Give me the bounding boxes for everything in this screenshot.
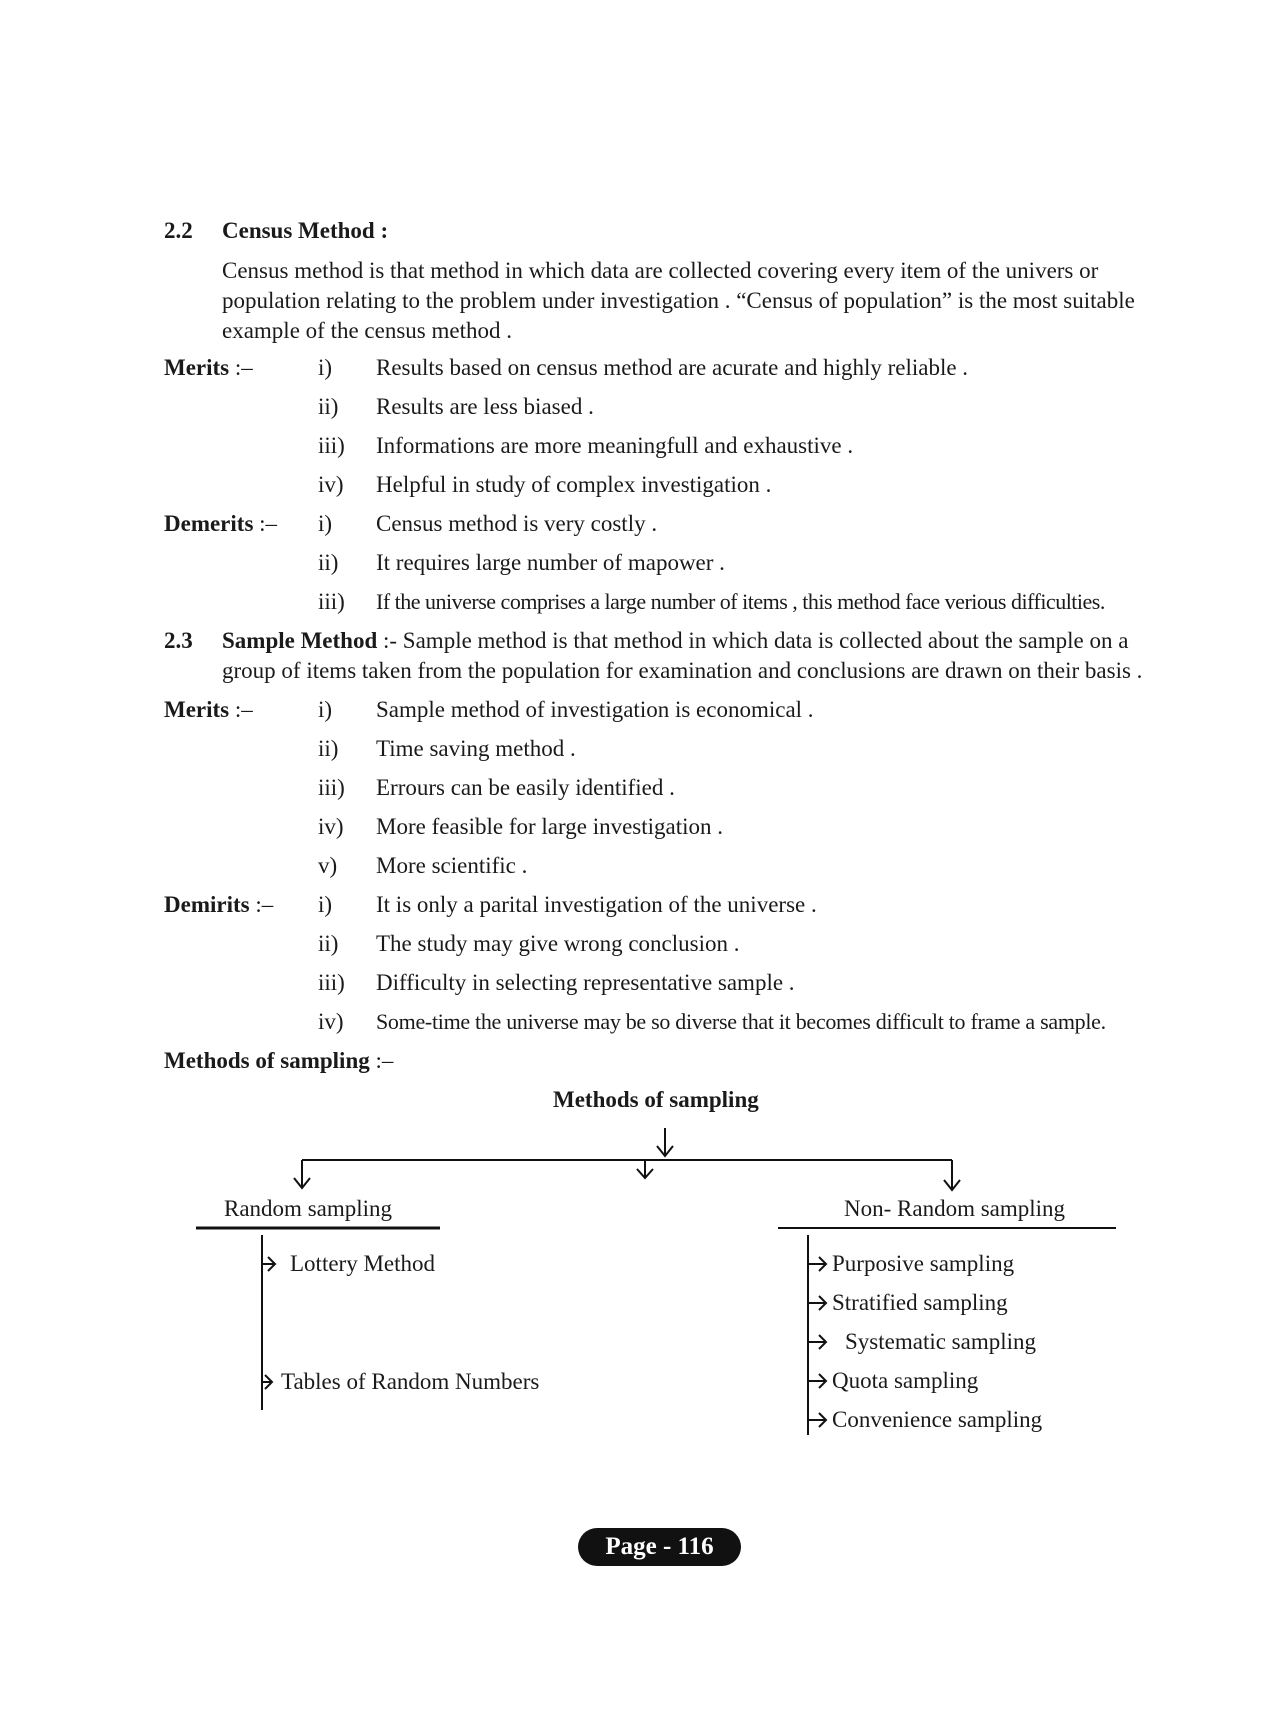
census-merit-num: iv) — [318, 472, 344, 497]
sample-merit-item: More feasible for large investigation . — [376, 814, 724, 839]
section-title-census-method: Census Method : — [222, 218, 389, 243]
random-sampling-label: Random sampling — [224, 1196, 393, 1221]
sample-merit-num: iv) — [318, 814, 344, 839]
census-merit-item: Results based on census method are acurate and highly reliable . — [376, 355, 969, 380]
sample-merits-label-text: Merits — [164, 697, 230, 722]
section-number-2-2: 2.2 — [164, 218, 193, 243]
census-demerit-item: It requires large number of mapower . — [376, 550, 725, 575]
sample-demerit-item: Difficulty in selecting representative sample . — [376, 970, 795, 995]
sample-demerits-label-text: Demirits — [164, 892, 250, 917]
sample-merit-num: v) — [318, 853, 338, 878]
sample-merits-label-sep: :– — [229, 697, 253, 722]
census-merit-item: Results are less biased . — [376, 394, 594, 419]
sample-merit-item: Sample method of investigation is economical . — [376, 697, 814, 722]
census-merits-label-sep: :– — [229, 355, 253, 380]
census-merit-num: i) — [318, 355, 333, 380]
census-demerit-num: ii) — [318, 550, 339, 575]
sample-merit-item: Time saving method . — [376, 736, 576, 761]
page-number-badge: Page - 116 — [578, 1528, 741, 1566]
census-demerit-num: i) — [318, 511, 333, 536]
sample-merit-num: i) — [318, 697, 333, 722]
random-item: Lottery Method — [290, 1251, 435, 1276]
sample-demerit-item: It is only a parital investigation of the universe . — [376, 892, 817, 917]
non-random-item: Quota sampling — [832, 1368, 979, 1393]
sample-demerit-num: iii) — [318, 970, 345, 995]
sample-demerit-num: i) — [318, 892, 333, 917]
census-demerits-label-text: Demerits — [164, 511, 254, 536]
section-number-2-3: 2.3 — [164, 628, 193, 653]
census-demerit-num: iii) — [318, 589, 345, 614]
non-random-sampling-label: Non- Random sampling — [844, 1196, 1066, 1221]
sample-demerits-label-sep: :– — [249, 892, 274, 917]
sample-demerit-item: Some-time the universe may be so diverse that it becomes difficult to frame a sample. — [376, 1009, 1106, 1034]
non-random-item: Purposive sampling — [832, 1251, 1015, 1276]
sample-demerit-item: The study may give wrong conclusion . — [376, 931, 740, 956]
sample-merit-num: ii) — [318, 736, 339, 761]
census-demerit-item: Census method is very costly . — [376, 511, 658, 536]
section-title-sample-method: Sample Method — [222, 628, 378, 653]
census-merit-item: Informations are more meaningfull and exhaustive . — [376, 433, 854, 458]
census-demerits-label-sep: :– — [253, 511, 278, 536]
methods-heading-text: Methods of sampling — [164, 1048, 370, 1073]
census-paragraph: Census method is that method in which data are collected covering every item of the univers or population relating to the problem under investigation . “Census of population” is the most suitable example of the census method . — [222, 258, 1135, 343]
census-merit-num: ii) — [318, 394, 339, 419]
random-item: Tables of Random Numbers — [281, 1369, 540, 1394]
methods-heading-sep: :– — [369, 1048, 394, 1073]
non-random-item: Convenience sampling — [832, 1407, 1043, 1432]
sample-method-intro: :- Sample method is that method in which data is collected about the sample on a — [377, 628, 1129, 653]
census-merits-label-text: Merits — [164, 355, 230, 380]
sample-demerit-num: ii) — [318, 931, 339, 956]
non-random-item: Stratified sampling — [832, 1290, 1008, 1315]
sample-merit-item: More scientific . — [376, 853, 528, 878]
sample-method-continuation: group of items taken from the population for examination and conclusions are drawn on their basis . — [222, 658, 1143, 683]
non-random-item: Systematic sampling — [845, 1329, 1037, 1354]
diagram-title: Methods of sampling — [553, 1087, 759, 1112]
sample-demerit-num: iv) — [318, 1009, 344, 1034]
census-merit-num: iii) — [318, 433, 345, 458]
sample-merit-item: Errours can be easily identified . — [376, 775, 675, 800]
sample-merit-num: iii) — [318, 775, 345, 800]
census-demerit-item: If the universe comprises a large number of items , this method face verious difficulties. — [376, 589, 1105, 614]
census-merit-item: Helpful in study of complex investigation . — [376, 472, 772, 497]
